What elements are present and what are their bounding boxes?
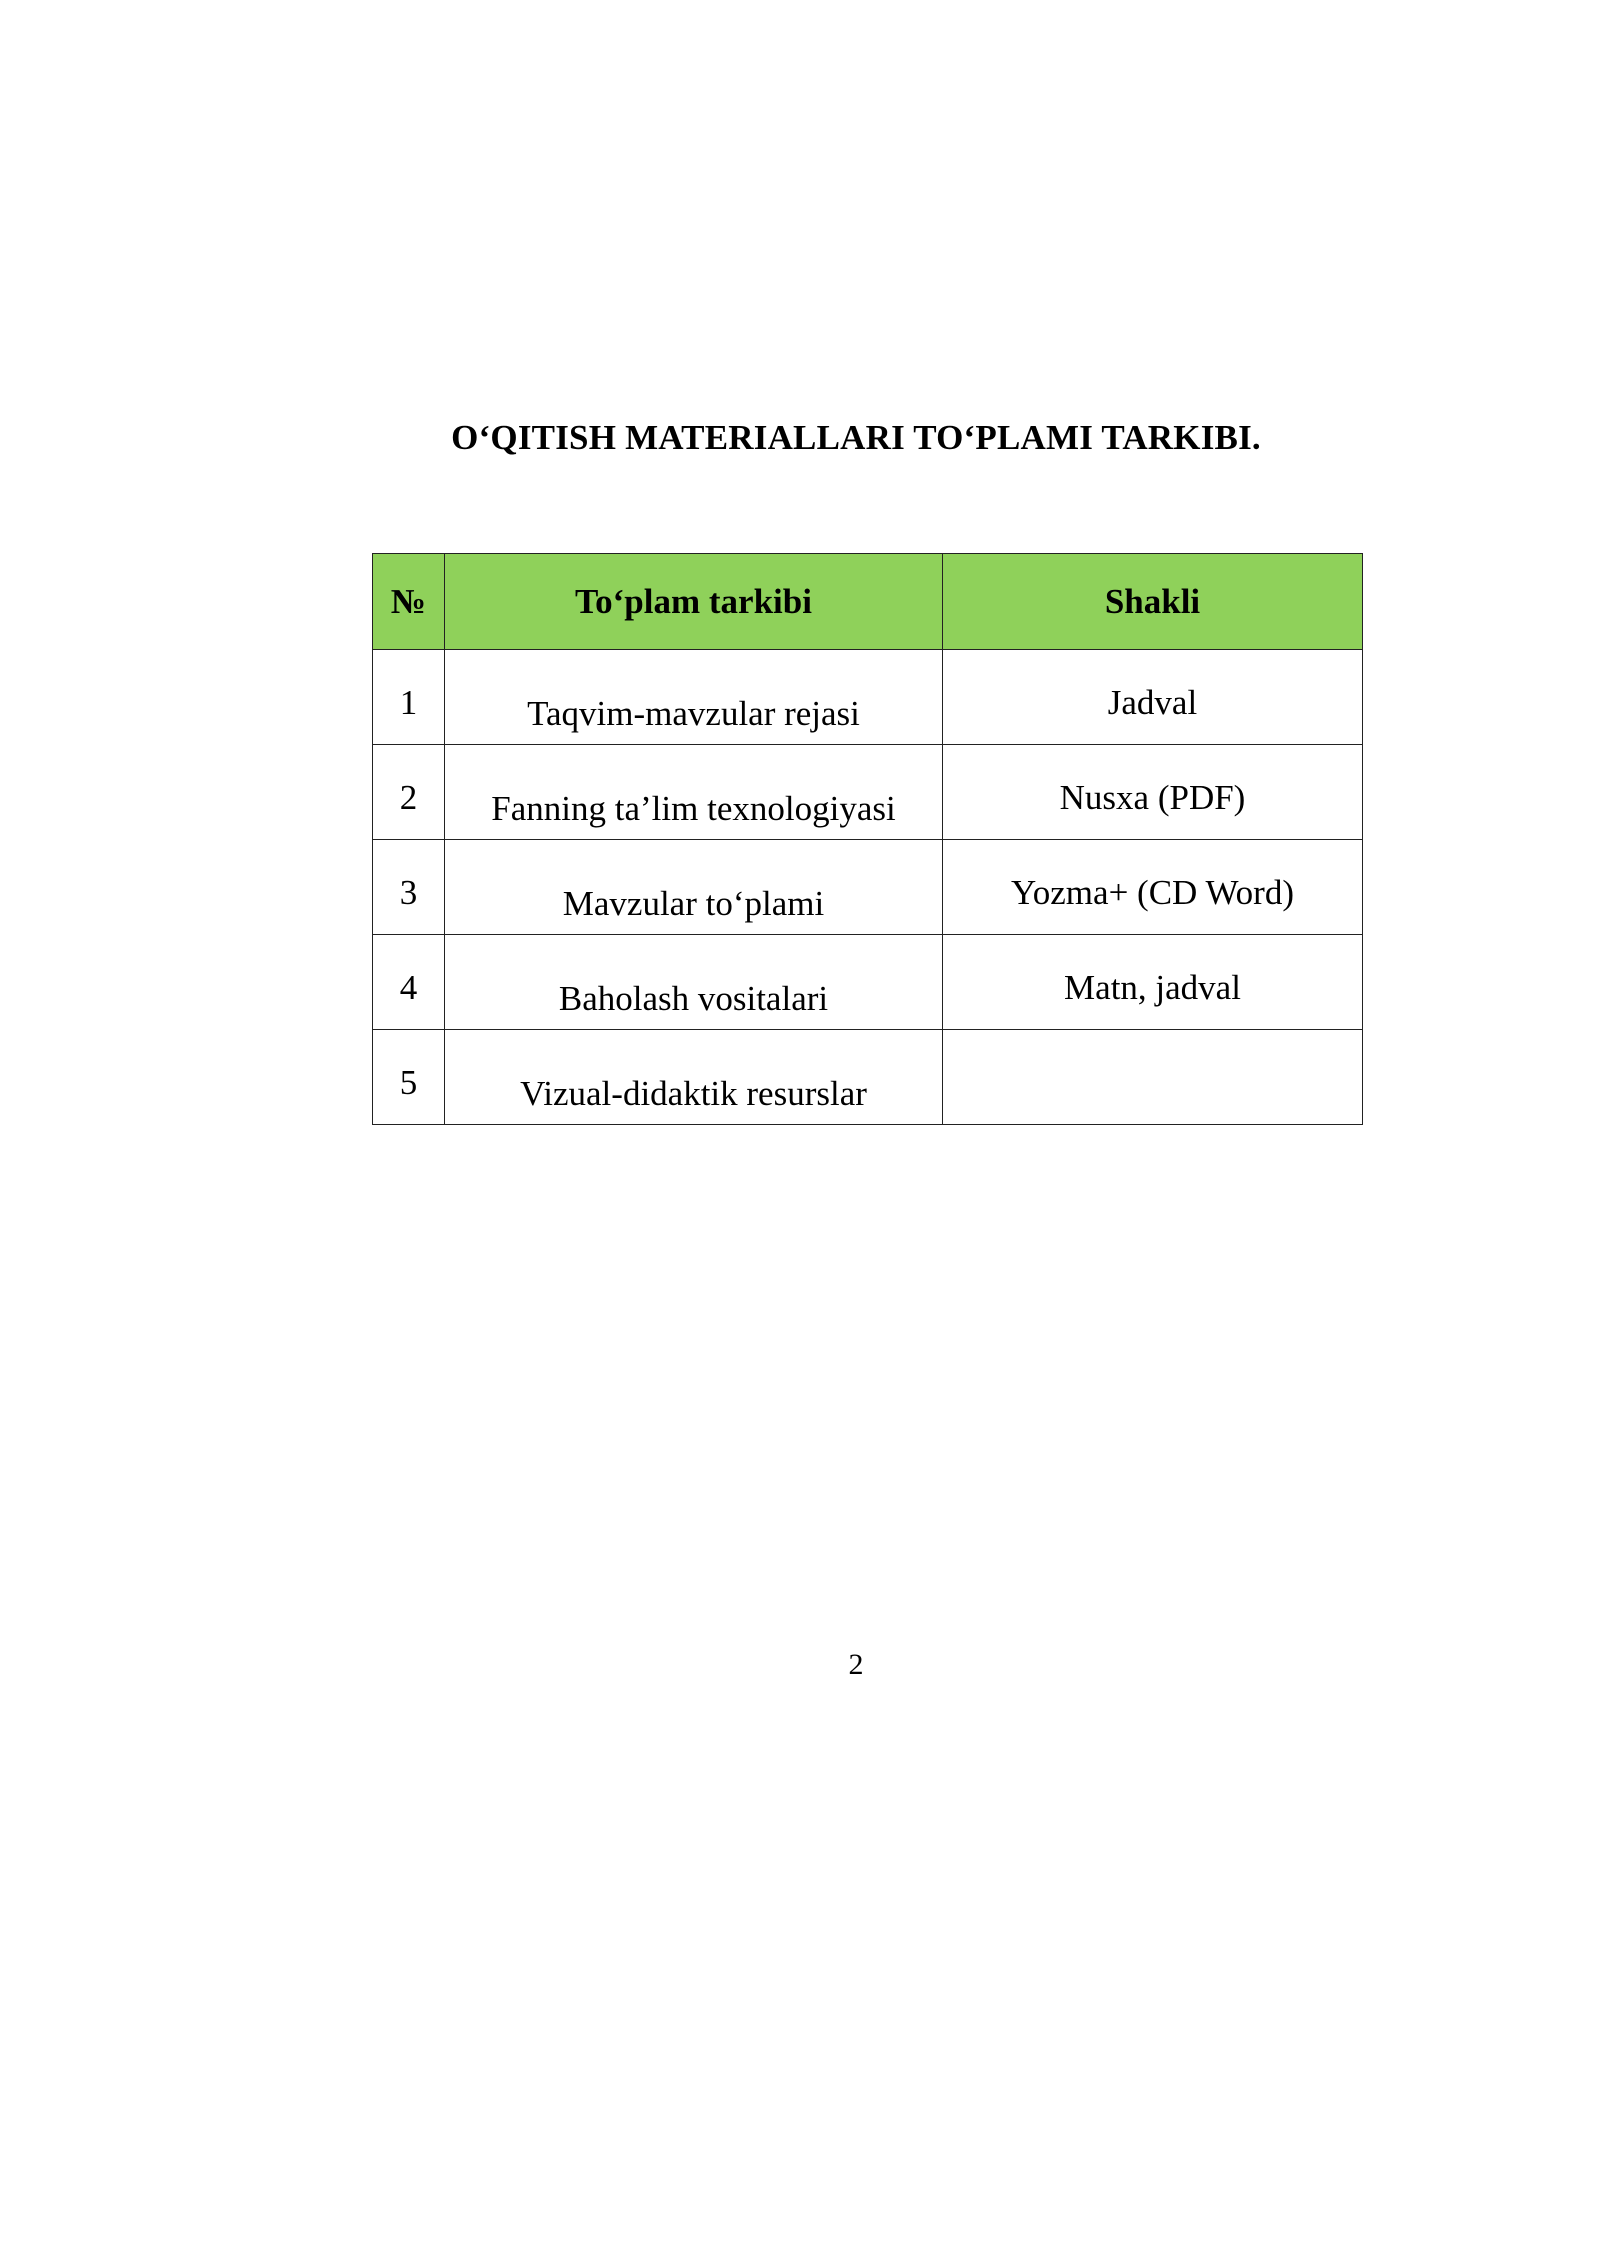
row-content: Taqvim-mavzular rejasi [445, 650, 943, 745]
page-title: O‘QITISH MATERIALLARI TO‘PLAMI TARKIBI. [451, 418, 1261, 457]
contents-table [372, 553, 1363, 1125]
table-header-row [373, 554, 1363, 650]
row-number: 1 [373, 650, 445, 745]
table-row [373, 1030, 1363, 1125]
row-number: 3 [373, 840, 445, 935]
header-form: Shakli [943, 554, 1363, 650]
row-content: Mavzular to‘plami [445, 840, 943, 935]
row-number: 2 [373, 745, 445, 840]
row-form: Yozma+ (CD Word) [943, 840, 1363, 935]
row-content: Fanning ta’lim texnologiyasi [445, 745, 943, 840]
row-form: Matn, jadval [943, 935, 1363, 1030]
table-row [373, 745, 1363, 840]
row-number: 5 [373, 1030, 445, 1125]
table-row [373, 650, 1363, 745]
row-number: 4 [373, 935, 445, 1030]
row-form [943, 1030, 1363, 1125]
header-number: № [373, 554, 445, 650]
row-form: Nusxa (PDF) [943, 745, 1363, 840]
page-number: 2 [848, 1648, 864, 1681]
table-row [373, 840, 1363, 935]
table-row [373, 935, 1363, 1030]
row-content: Vizual-didaktik resurslar [445, 1030, 943, 1125]
header-content: To‘plam tarkibi [445, 554, 943, 650]
row-content: Baholash vositalari [445, 935, 943, 1030]
row-form: Jadval [943, 650, 1363, 745]
